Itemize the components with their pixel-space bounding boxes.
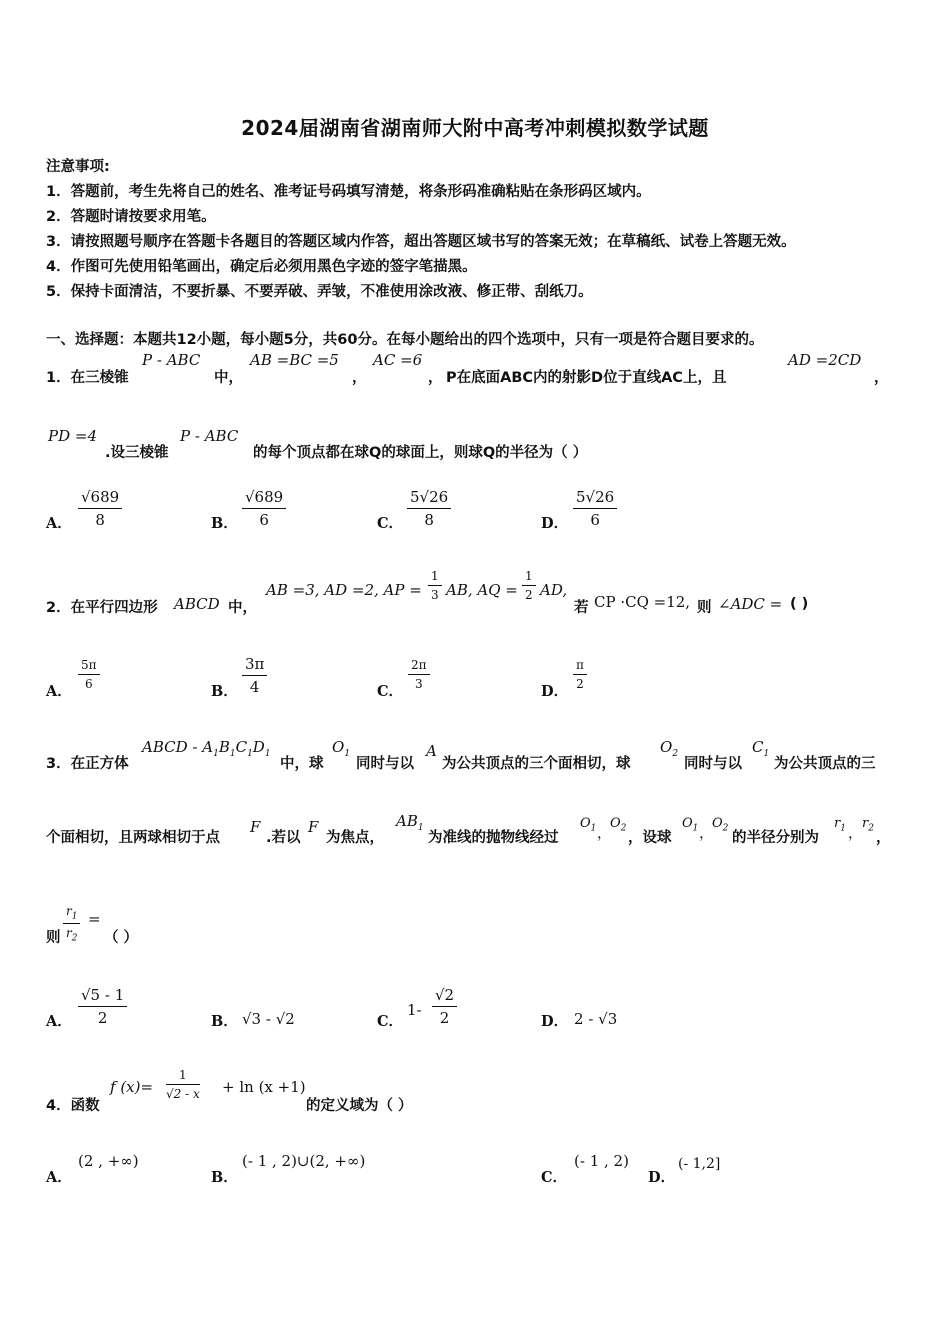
subscript: 1: [71, 911, 78, 922]
q3-o1: [580, 816, 596, 834]
q3-o1: [682, 816, 698, 834]
fraction-numerator: √2: [432, 986, 457, 1007]
q1-text: .设三棱锥: [105, 445, 169, 461]
fraction-numerator: 1: [522, 569, 536, 586]
q4-option-b: (- 1 , 2)∪(2, +∞): [242, 1152, 366, 1170]
fraction-denominator: 2: [576, 677, 584, 691]
subscript: 2: [71, 933, 78, 944]
fraction-denominator: √2 - x: [166, 1087, 200, 1101]
symbol: O: [610, 816, 621, 831]
q3-text: 为公共顶点的三: [774, 756, 876, 772]
subscript: 1: [213, 749, 219, 759]
q2-option-label: C．: [377, 683, 404, 700]
q2-math-abcd: ABCD: [174, 595, 220, 613]
q3-equals: =: [88, 910, 101, 928]
fraction-denominator: 4: [249, 678, 260, 696]
fraction-denominator: 8: [95, 511, 105, 529]
q4-option-a: (2 , +∞): [78, 1152, 139, 1170]
subscript: 1: [247, 749, 253, 759]
q1-math-pabc: P - ABC: [142, 351, 201, 369]
section-heading: 一、选择题：本题共12小题，每小题5分，共60分。在每小题给出的四个选项中，只有一项是符合题目要求的。: [46, 332, 764, 348]
q3-option-d: 2 - √3: [574, 1010, 618, 1028]
q3-o2: [610, 816, 626, 834]
q4-function: f (x)=: [110, 1078, 154, 1096]
fraction-numerator: √689: [78, 488, 122, 509]
q3-text: 个面相切，且两球相切于点: [46, 830, 220, 846]
subscript: 2: [672, 749, 679, 759]
q1-math-pd: PD =4: [48, 427, 97, 445]
q3-ratio: [63, 904, 80, 944]
fraction-denominator: 2: [439, 1009, 450, 1027]
subscript: 1: [840, 823, 846, 834]
notice-item: 5．保持卡面清洁，不要折暴、不要弄破、弄皱，不准使用涂改液、修正带、刮纸刀。: [46, 284, 593, 300]
q2-text: 则: [697, 600, 712, 616]
q3-f: F: [250, 818, 261, 836]
q1-option-label: D．: [541, 515, 569, 532]
q3-option-b: √3 - √2: [242, 1010, 295, 1028]
q3-r1: [834, 816, 846, 834]
fraction-denominator: 6: [84, 677, 93, 691]
q4-question: 的定义域为（ ）: [306, 1098, 413, 1114]
q1-option-b: [242, 488, 286, 529]
subscript: 2: [722, 823, 729, 834]
q2-option-c: [408, 658, 430, 691]
q3-option-c: [432, 986, 457, 1027]
q3-ab1: [396, 812, 424, 833]
q2-option-label: B．: [211, 683, 238, 700]
q1-math-ac: AC =6: [373, 351, 423, 369]
symbol: r: [66, 904, 72, 918]
fraction-numerator: √689: [242, 488, 286, 509]
q1-option-label: B．: [211, 515, 238, 532]
q4-number: 4．函数: [46, 1098, 100, 1114]
q3-o2: [660, 738, 678, 759]
q1-math-abbc: AB =BC =5: [250, 351, 339, 369]
symbol: r: [66, 926, 72, 941]
symbol: O: [332, 738, 345, 756]
symbol: O: [682, 816, 693, 831]
symbol: C: [752, 738, 764, 756]
q2-text: 中，: [228, 600, 257, 616]
q4-option-label: D．: [648, 1169, 676, 1186]
q4-option-label: B．: [211, 1169, 238, 1186]
q1-option-c: [407, 488, 451, 529]
q3-text: 为公共顶点的三个面相切，球: [442, 756, 631, 772]
q3-c1: [752, 738, 769, 759]
fraction-denominator: 6: [590, 511, 600, 529]
fraction-numerator: 5√26: [573, 488, 617, 509]
subscript: 1: [344, 749, 351, 759]
fraction-numerator: 3π: [242, 655, 267, 676]
q1-text: ，: [352, 370, 367, 386]
q3-number: 3．在正方体: [46, 756, 129, 772]
q3-text: 的半径分别为: [732, 830, 819, 846]
q2-option-d: [573, 658, 587, 691]
cube-label: D: [252, 738, 265, 756]
symbol: O: [660, 738, 673, 756]
notice-item: 2．答题时请按要求用笔。: [46, 209, 216, 225]
fraction-denominator: 2: [525, 588, 533, 602]
q3-o2: [712, 816, 728, 834]
fraction-numerator: 5π: [78, 658, 100, 675]
q3-comma: ，: [848, 826, 863, 842]
subscript: 1: [417, 823, 424, 833]
q3-a: A: [426, 742, 437, 760]
subscript: 1: [264, 749, 271, 759]
q3-comma: ，: [699, 826, 714, 842]
fraction-numerator: 5√26: [407, 488, 451, 509]
subscript: 1: [590, 823, 597, 834]
page-title: 2024届湖南省湖南师大附中高考冲刺模拟数学试题: [241, 116, 709, 140]
q3-r2: [862, 816, 874, 834]
q3-option-label: B．: [211, 1013, 238, 1030]
q1-math-pabc: P - ABC: [180, 427, 239, 445]
q1-math-ad: AD =2CD: [788, 351, 862, 369]
notice-item: 3．请按照题号顺序在答题卡各题目的答题区域内作答，超出答题区域书写的答案无效；在草稿纸、试卷上答题无效。: [46, 234, 796, 250]
q3-option-c-prefix: 1-: [407, 1001, 422, 1019]
fraction-denominator: 2: [97, 1009, 108, 1027]
q3-text: 中，球: [280, 756, 324, 772]
q2-condition: AB =3, AD =2, AP =: [266, 581, 422, 599]
q2-fraction-one-third: [428, 569, 442, 602]
q3-text: 同时与以: [684, 756, 742, 772]
subscript: 2: [620, 823, 627, 834]
q1-text: 中，: [214, 370, 243, 386]
fraction-numerator: [63, 904, 80, 924]
q3-o1: [332, 738, 350, 759]
q4-option-label: C．: [541, 1169, 568, 1186]
q4-option-c: (- 1 , 2): [574, 1152, 629, 1170]
q2-fraction-one-half: [522, 569, 536, 602]
q3-text: ，设球: [628, 830, 672, 846]
fraction-numerator: 2π: [408, 658, 430, 675]
fraction-denominator: 8: [424, 511, 434, 529]
q2-angle: ∠ADC =: [718, 595, 783, 613]
q2-number: 2．在平行四边形: [46, 600, 158, 616]
q3-cube: [142, 738, 271, 759]
q2-option-label: D．: [541, 683, 569, 700]
q3-comma: ，: [876, 830, 891, 846]
subscript: 1: [692, 823, 699, 834]
q2-option-a: [78, 658, 100, 691]
q3-text: 同时与以: [356, 756, 414, 772]
q2-dot-product: CP ·CQ =12,: [594, 593, 691, 611]
q1-option-label: A．: [46, 515, 72, 532]
symbol: O: [580, 816, 591, 831]
fraction-denominator: 3: [431, 588, 439, 602]
fraction-denominator: 3: [414, 677, 423, 691]
fraction-denominator: 6: [259, 511, 269, 529]
q3-f: F: [308, 818, 319, 836]
q2-text: 若: [574, 600, 589, 616]
notice-item: 1．答题前，考生先将自己的姓名、准考证号码填写清楚，将条形码准确粘贴在条形码区域内。: [46, 184, 651, 200]
q1-option-d: [573, 488, 617, 529]
q3-question: （ ）: [104, 930, 139, 946]
q2-condition: AB, AQ =: [446, 581, 518, 599]
subscript: 1: [229, 749, 236, 759]
fraction-denominator: [63, 924, 80, 943]
q3-option-a: [78, 986, 127, 1027]
q4-ln-term: + ln (x +1): [222, 1078, 306, 1096]
q1-question: 的每个顶点都在球Q的球面上，则球Q的半径为（ ）: [253, 445, 588, 461]
cube-label: C: [235, 738, 248, 756]
q1-text: P在底面ABC内的射影D位于直线AC上，且: [446, 370, 727, 386]
q3-text: 为准线的抛物线经过: [428, 830, 559, 846]
q3-text: .若以: [266, 830, 301, 846]
q3-comma: ，: [597, 826, 612, 842]
q4-fraction: [166, 1068, 200, 1101]
fraction-numerator: π: [573, 658, 587, 675]
q1-option-a: [78, 488, 122, 529]
q4-option-d: (- 1,2]: [678, 1156, 721, 1172]
q3-text: 为焦点，: [326, 830, 384, 846]
subscript: 1: [763, 749, 770, 759]
q3-option-label: C．: [377, 1013, 404, 1030]
q1-option-label: C．: [377, 515, 404, 532]
symbol: r: [834, 816, 841, 831]
fraction-numerator: √5 - 1: [78, 986, 127, 1007]
q3-option-label: A．: [46, 1013, 72, 1030]
notice-item: 4．作图可先使用铅笔画出，确定后必须用黑色字迹的签字笔描黑。: [46, 259, 477, 275]
q1-number: 1．在三棱锥: [46, 370, 129, 386]
q3-option-label: D．: [541, 1013, 569, 1030]
subscript: 2: [868, 823, 874, 834]
q1-text: ，: [874, 370, 889, 386]
q1-text: ，: [428, 370, 443, 386]
symbol: O: [712, 816, 723, 831]
fraction-numerator: 1: [166, 1068, 200, 1085]
q2-option-label: A．: [46, 683, 72, 700]
q2-option-b: [242, 655, 267, 696]
q4-option-label: A．: [46, 1169, 72, 1186]
q3-text: 则: [46, 930, 61, 946]
cube-label: B: [218, 738, 230, 756]
notice-heading: 注意事项:: [46, 159, 110, 175]
cube-label: ABCD - A: [142, 738, 214, 756]
symbol: AB: [396, 812, 418, 830]
q2-question: ( ): [790, 596, 809, 612]
q2-condition: AD,: [540, 581, 568, 599]
fraction-numerator: 1: [428, 569, 442, 586]
symbol: r: [862, 816, 869, 831]
